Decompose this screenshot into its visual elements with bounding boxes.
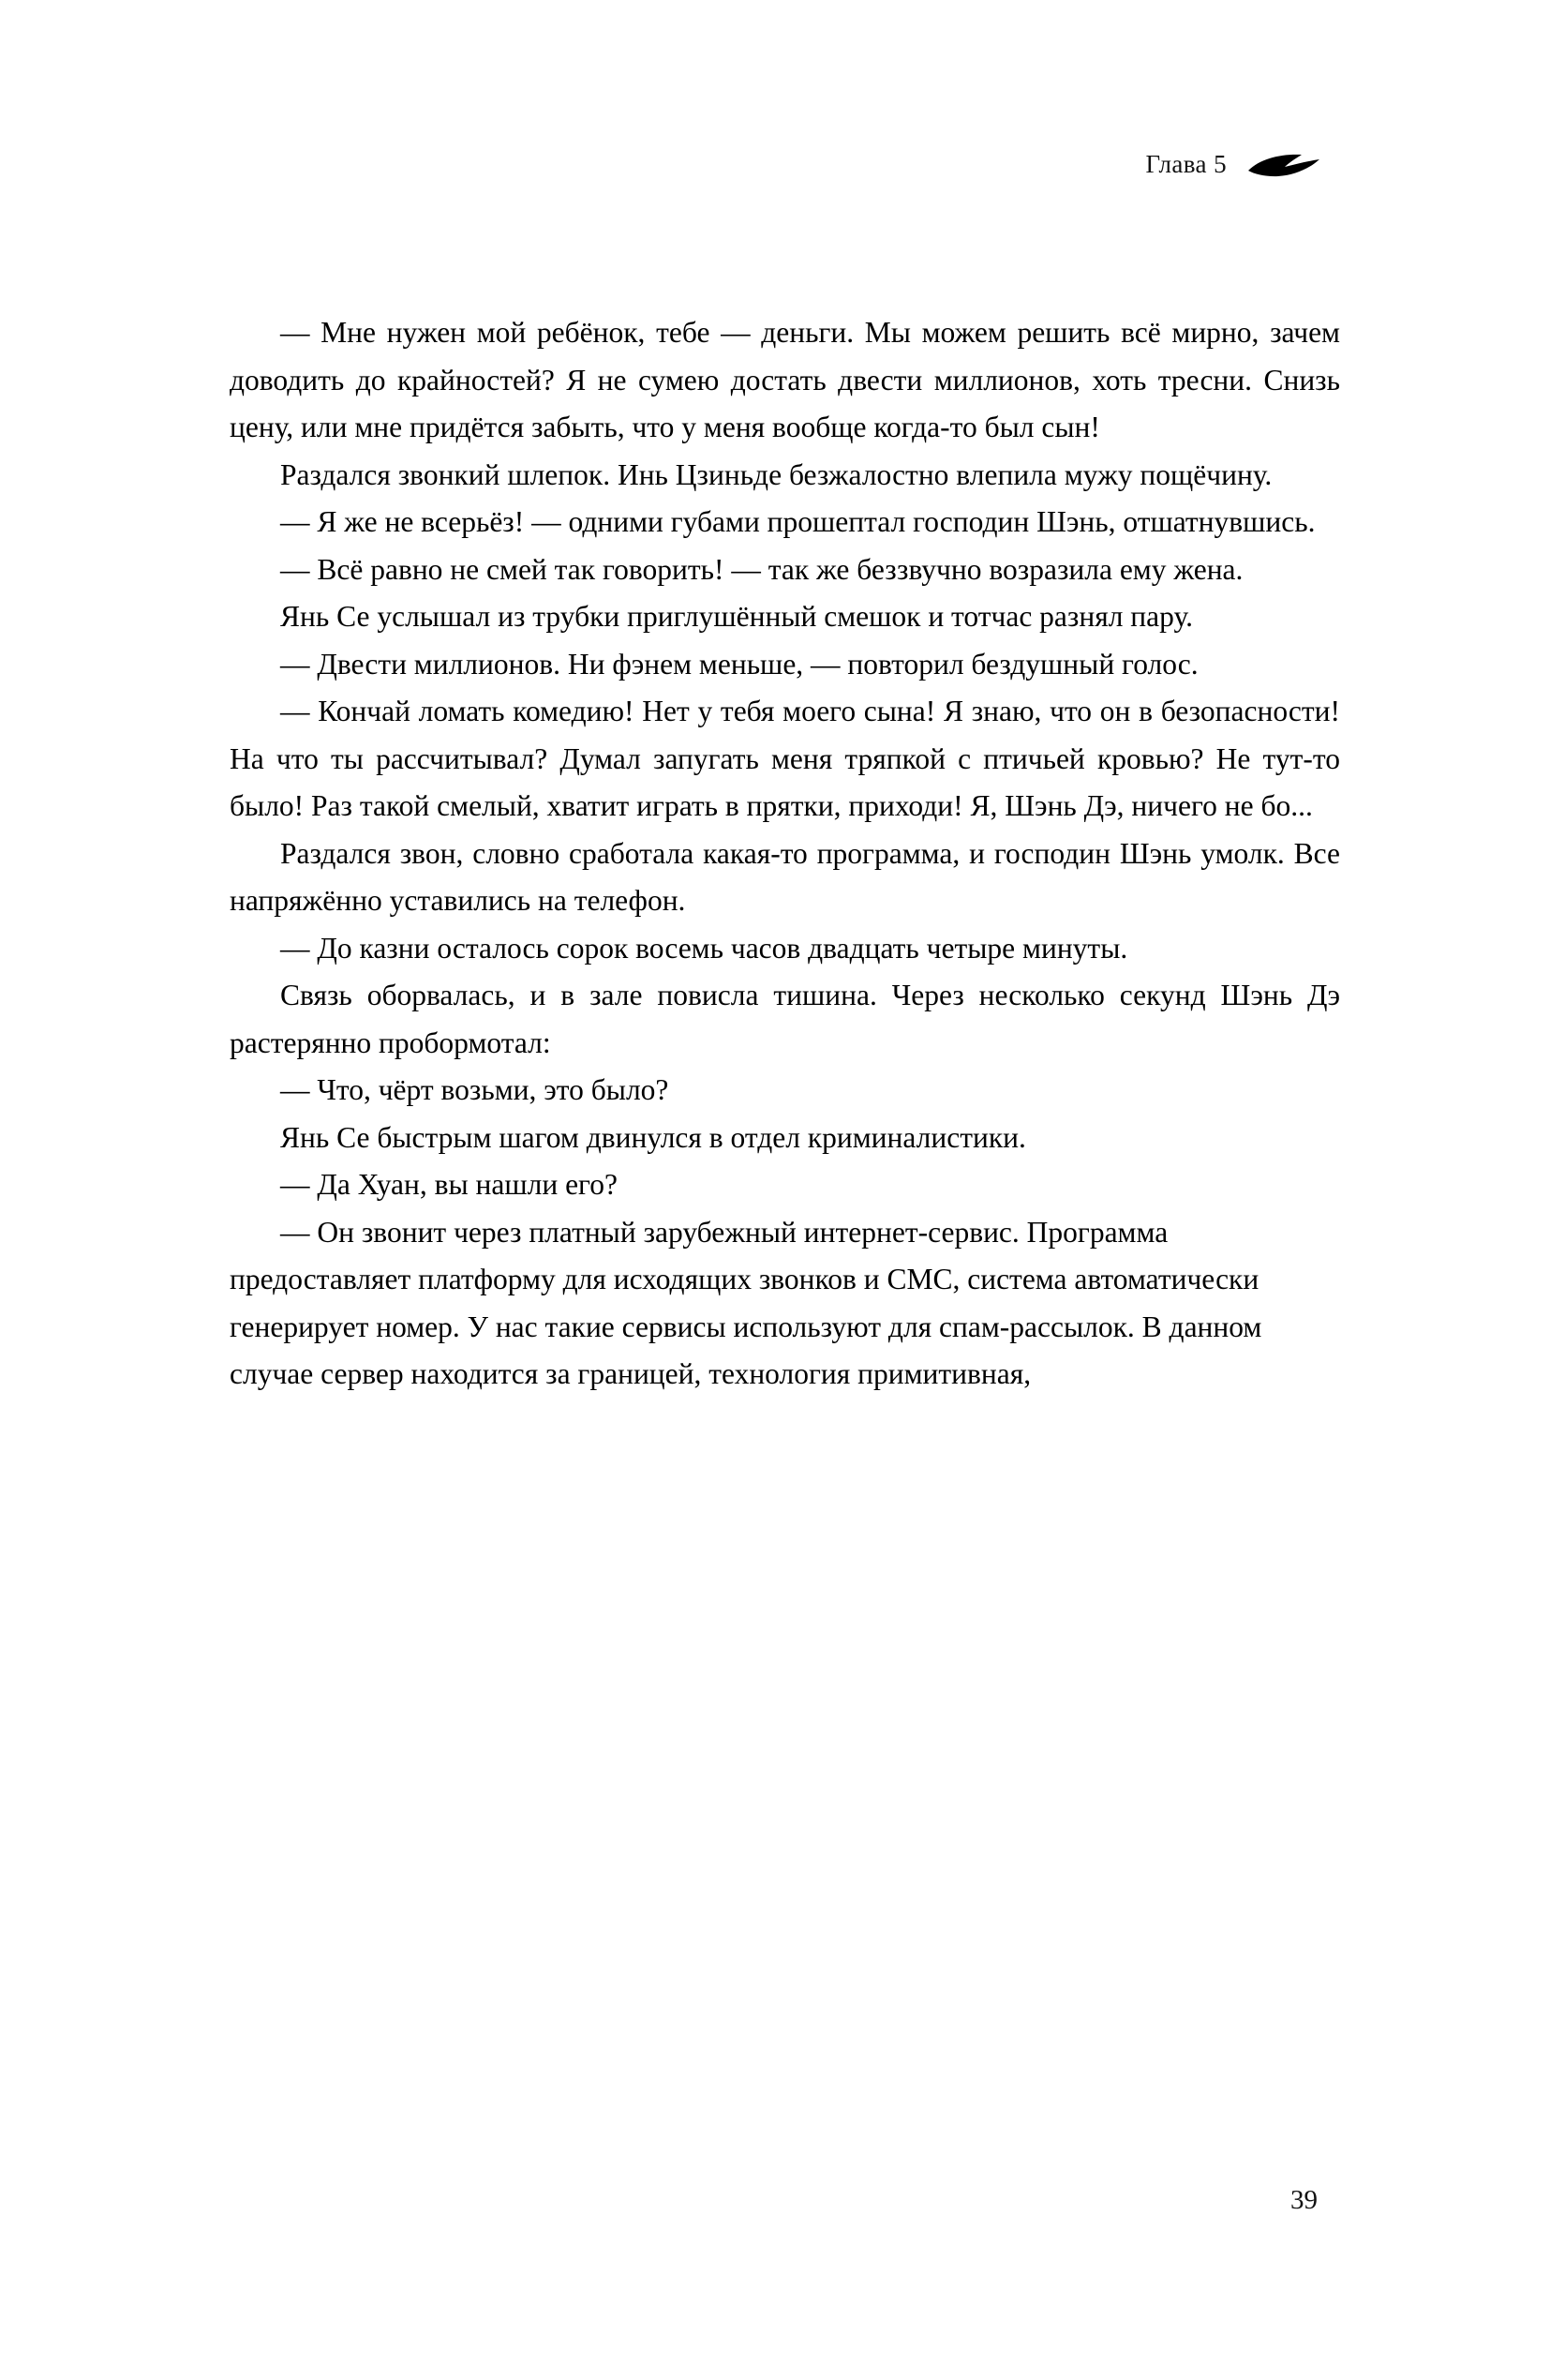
paragraph: Раздался звонкий шлепок. Инь Цзиньде безжалостно влепила мужу пощёчину. [280,457,1273,491]
leaf-swoosh-icon [1247,153,1320,177]
paragraph: Связь оборвалась, и в зале повисла тишина. Через несколько секунд Шэнь Дэ растерянно пробормотал: [230,979,1340,1059]
paragraph: — Двести миллионов. Ни фэнем меньше, — повторил бездушный голос. [280,647,1199,681]
paragraph: — Я же не всерьёз! — одними губами прошептал господин Шэнь, отшатнувшись. [280,505,1316,538]
paragraph: — Он звонит через платный зарубежный интернет-сервис. Программа предоставляет платформу для исходящих звонков и СМС, система автоматически генерирует номер. У нас такие сервисы используют для спам-рассылок. В данном случае сервер находится за границей, технология примитивная, [230,1215,1262,1390]
paragraph: — Да Хуан, вы нашли его? [280,1168,618,1201]
page-body [230,309,1340,1399]
paragraph: Янь Се быстрым шагом двинулся в отдел криминалистики. [280,1120,1026,1154]
chapter-label: Глава 5 [1145,150,1227,178]
page-number: 39 [1290,2185,1318,2215]
paragraph: — Кончай ломать комедию! Нет у тебя моего сына! Я знаю, что он в безопасности! На что ты рассчитывал? Думал запугать меня тряпкой с птичьей кровью? Не тут-то было! Раз такой смелый, хватит играть в прятки, приходи! Я, Шэнь Дэ, ничего не бо... [230,695,1340,822]
paragraph: Янь Се услышал из трубки приглушённый смешок и тотчас разнял пару. [280,600,1193,633]
paragraph: — Мне нужен мой ребёнок, тебе — деньги. Мы можем решить всё мирно, зачем доводить до крайностей? Я не сумею достать двести миллионов, хоть тресни. Снизь цену, или мне придётся забыть, что у меня вообще когда-то был сын! [230,316,1340,443]
paragraph: — Всё равно не смей так говорить! — так же беззвучно возразила ему жена. [280,552,1244,586]
paragraph: — Что, чёрт возьми, это было? [280,1073,669,1106]
page-header [1146,150,1320,179]
paragraph: — До казни осталось сорок восемь часов двадцать четыре минуты. [280,931,1128,965]
paragraph: Раздался звон, словно сработала какая-то программа, и господин Шэнь умолк. Все напряжённо уставились на телефон. [230,836,1340,917]
